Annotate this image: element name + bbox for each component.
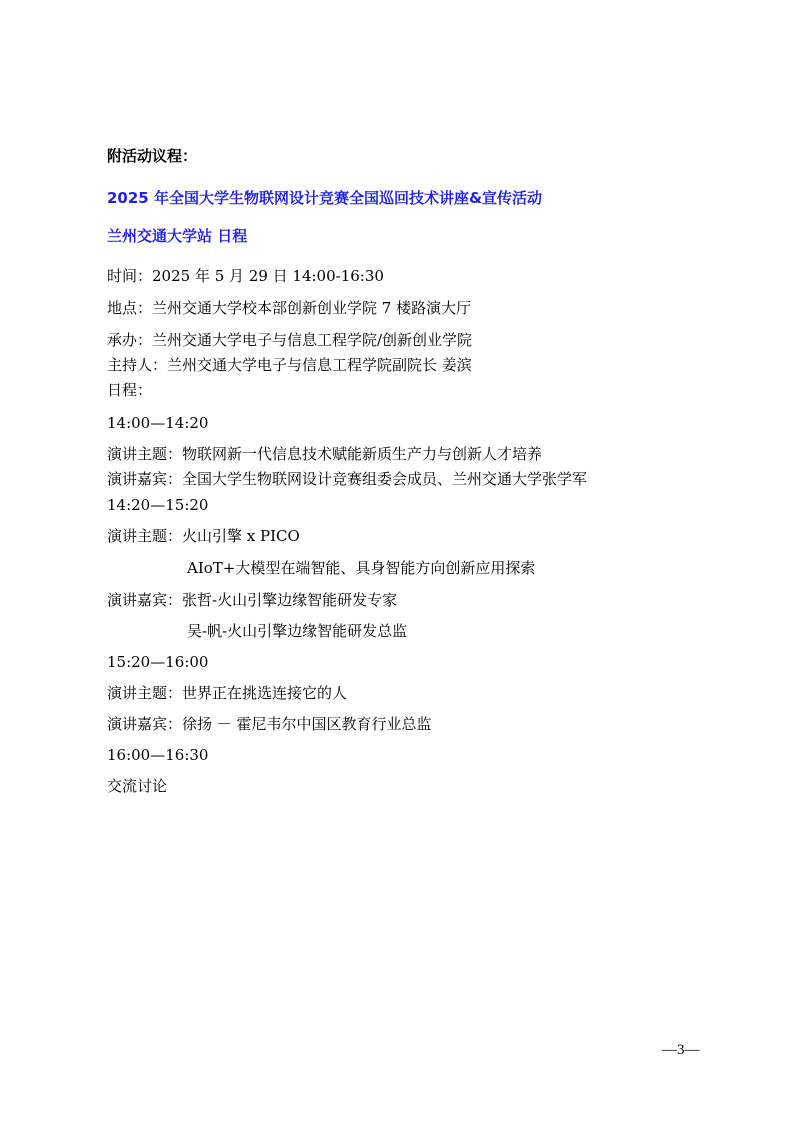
session-topic: 交流讨论 — [107, 777, 168, 795]
session-speaker: 演讲嘉宾：徐扬 － 霍尼韦尔中国区教育行业总监 — [107, 715, 432, 733]
session-time: 15:20—16:00 — [107, 653, 209, 671]
event-time: 时间：2025 年 5 月 29 日 14:00-16:30 — [107, 267, 384, 285]
session-speaker-line2: 吴-帆-火山引擎边缘智能研发总监 — [187, 622, 408, 640]
session-topic-line2: AIoT+大模型在端智能、具身智能方向创新应用探索 — [187, 559, 536, 577]
attachment-heading: 附活动议程： — [107, 147, 198, 165]
session-time: 14:00—14:20 — [107, 414, 209, 432]
session-topic: 演讲主题：世界正在挑选连接它的人 — [107, 684, 348, 702]
session-speaker: 演讲嘉宾：全国大学生物联网设计竞赛组委会成员、兰州交通大学张学军 — [107, 470, 588, 488]
event-subtitle: 兰州交通大学站 日程 — [107, 227, 248, 245]
session-time: 14:20—15:20 — [107, 496, 209, 514]
event-organizer: 承办：兰州交通大学电子与信息工程学院/创新创业学院 — [107, 331, 473, 349]
session-topic: 演讲主题：火山引擎 x PICO — [107, 527, 300, 545]
event-host: 主持人：兰州交通大学电子与信息工程学院副院长 姜滨 — [107, 356, 472, 374]
session-time: 16:00—16:30 — [107, 746, 209, 764]
session-speaker: 演讲嘉宾：张哲-火山引擎边缘智能研发专家 — [107, 591, 398, 609]
schedule-label: 日程： — [107, 381, 153, 399]
session-topic: 演讲主题：物联网新一代信息技术赋能新质生产力与创新人才培养 — [107, 445, 543, 463]
event-title: 2025 年全国大学生物联网设计竞赛全国巡回技术讲座&宣传活动 — [107, 189, 543, 207]
event-location: 地点：兰州交通大学校本部创新创业学院 7 楼路演大厅 — [107, 299, 472, 317]
page-number: —3— — [662, 1042, 700, 1058]
